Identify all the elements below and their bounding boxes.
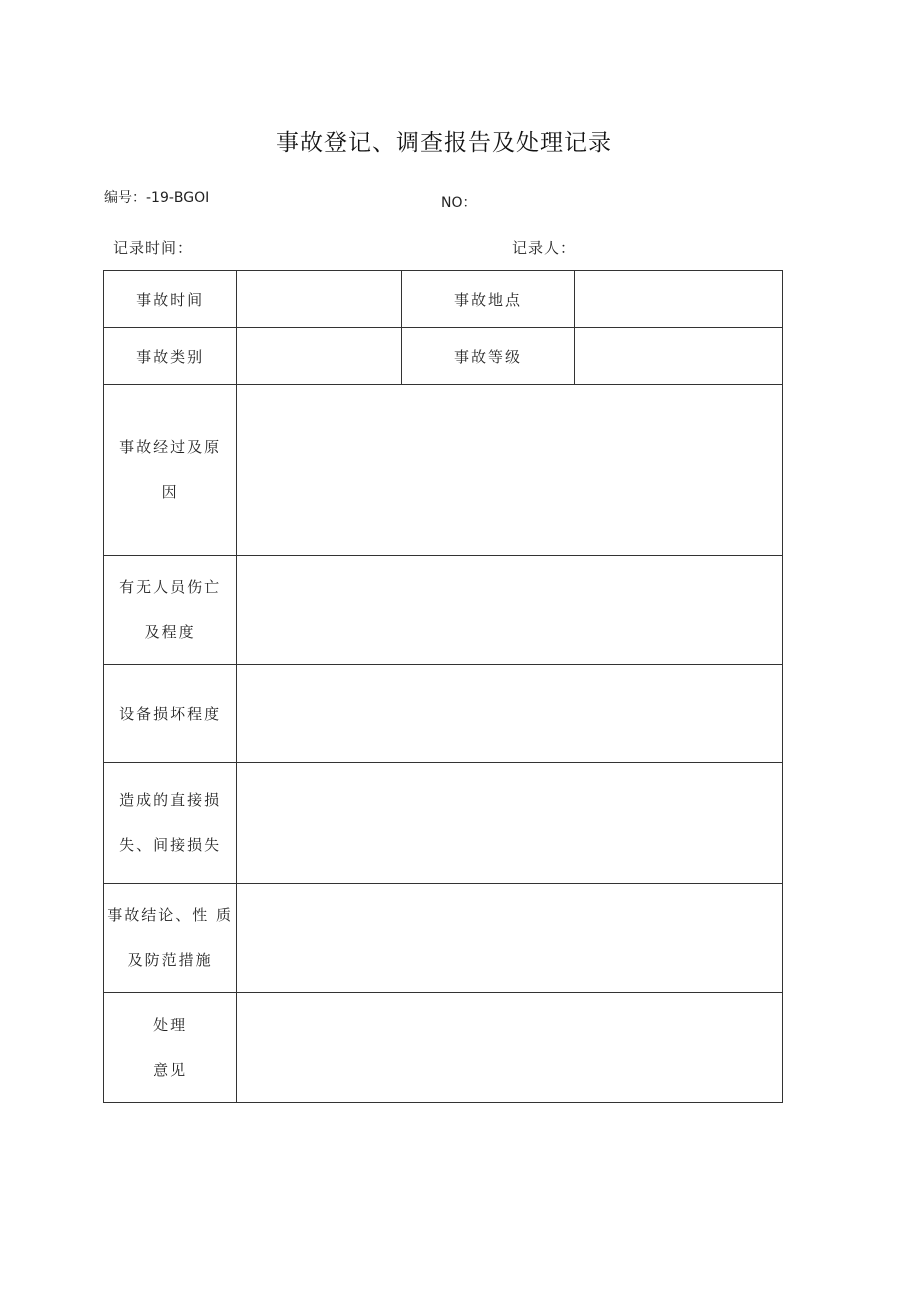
losses-label-line1: 造成的直接损: [119, 791, 222, 809]
accident-location-field[interactable]: [574, 271, 782, 328]
document-number-label: NO：: [441, 195, 477, 211]
record-time-label: 记录时间：: [113, 239, 194, 257]
accident-time-field[interactable]: [237, 271, 402, 328]
conclusion-field[interactable]: [237, 884, 783, 993]
process-cause-label: [104, 385, 237, 556]
process-cause-label-line1: 事故经过及原: [119, 438, 222, 456]
equipment-damage-field[interactable]: [237, 665, 783, 763]
accident-location-label: 事故地点: [402, 271, 574, 328]
accident-time-label: 事故时间: [104, 271, 237, 328]
conclusion-label-line2: 及防范措施: [127, 951, 213, 969]
accident-category-label: 事故类别: [104, 328, 237, 385]
accident-level-label: 事故等级: [402, 328, 574, 385]
conclusion-label: [104, 884, 237, 993]
document-code: 编号：-19-BGOI: [104, 190, 210, 206]
handling-opinion-field[interactable]: [237, 993, 783, 1103]
accident-level-field[interactable]: [574, 328, 782, 385]
casualties-label: [104, 556, 237, 665]
casualties-field[interactable]: [237, 556, 783, 665]
casualties-label-line2: 及程度: [144, 623, 196, 641]
handling-opinion-label: [104, 993, 237, 1103]
handling-opinion-label-line2: 意见: [153, 1060, 188, 1079]
losses-label: [104, 763, 237, 884]
losses-label-line2: 失、间接损失: [119, 836, 222, 854]
page-title: 事故登记、调查报告及处理记录: [276, 130, 612, 156]
equipment-damage-label: 设备损坏程度: [104, 665, 237, 763]
losses-field[interactable]: [237, 763, 783, 884]
process-cause-label-line2: 因: [161, 483, 179, 501]
process-cause-field[interactable]: [237, 385, 783, 556]
accident-record-table: [103, 270, 783, 1103]
conclusion-label-line1: 事故结论、性 质: [107, 906, 233, 924]
recorder-label: 记录人：: [512, 239, 577, 257]
handling-opinion-label-line1: 处理: [153, 1015, 188, 1034]
accident-category-field[interactable]: [237, 328, 402, 385]
casualties-label-line1: 有无人员伤亡: [119, 578, 222, 596]
